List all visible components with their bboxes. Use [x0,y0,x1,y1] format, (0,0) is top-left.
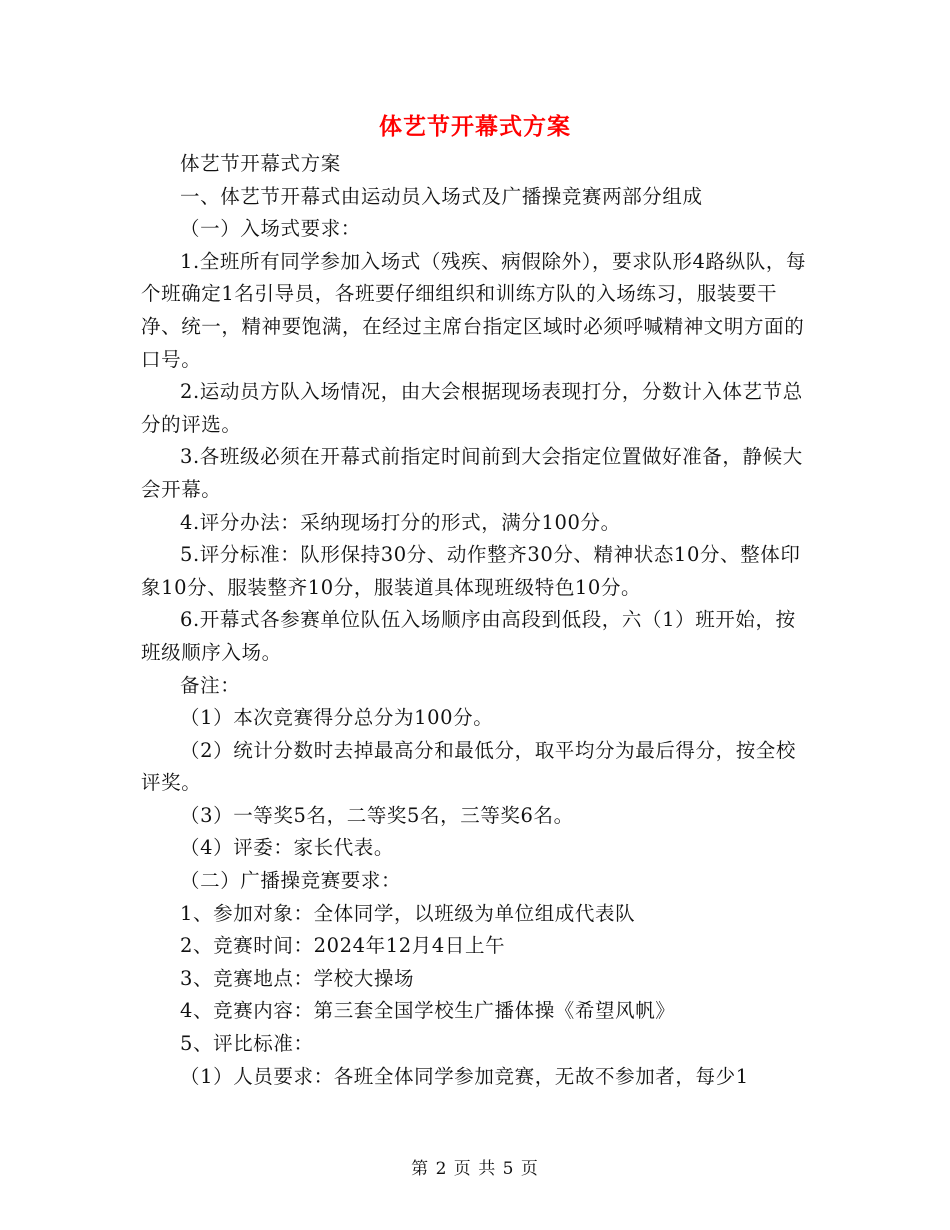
page-footer: 第 2 页 共 5 页 [411,1159,539,1179]
paragraph-exercise-2: 2、竞赛时间：2024年12月4日上午 [180,934,506,958]
document-title: 体艺节开幕式方案 [379,113,571,140]
paragraph-remark-3: （3）一等奖5名，二等奖5名，三等奖6名。 [180,803,574,827]
paragraph-exercise-1: 1、参加对象：全体同学，以班级为单位组成代表队 [180,901,636,925]
paragraph-exercise-4: 4、竞赛内容：第三套全国学校生广播体操《希望风帆》 [180,999,676,1023]
paragraph-subtitle: 体艺节开幕式方案 [180,152,341,175]
paragraph-remarks-heading: 备注： [180,673,241,697]
paragraph-exercise-5: 5、评比标准： [180,1032,314,1056]
paragraph-exercise-5-1: （1）人员要求：各班全体同学参加竞赛，无故不参加者，每少1 [180,1064,749,1088]
paragraph-item-3: 3.各班级必须在开幕式前指定时间前到大会指定位置做好准备，静候大会开幕。 [141,445,803,501]
paragraph-item-4: 4.评分办法：采纳现场打分的形式，满分100分。 [180,510,621,534]
document-body [141,148,811,1093]
paragraph-item-2: 2.运动员方队入场情况，由大会根据现场表现打分，分数计入体艺节总分的评选。 [141,380,803,436]
paragraph-item-6: 6.开幕式各参赛单位队伍入场顺序由高段到低段，六（1）班开始，按班级顺序入场。 [141,608,796,664]
paragraph-remark-4: （4）评委：家长代表。 [180,836,395,860]
paragraph-section-1: 一、体艺节开幕式由运动员入场式及广播操竞赛两部分组成 [180,184,703,208]
paragraph-subsection-1: （一）入场式要求： [180,217,361,241]
paragraph-item-5: 5.评分标准：队形保持30分、动作整齐30分、精神状态10分、整体印象10分、服装整齐10分，服装道具体现班级特色10分。 [141,543,801,599]
paragraph-remark-2: （2）统计分数时去掉最高分和最低分，取平均分为最后得分，按全校评奖。 [141,738,797,795]
paragraph-subsection-2: （二）广播操竞赛要求： [180,869,402,893]
paragraph-item-1: 1.全班所有同学参加入场式（残疾、病假除外），要求队形4路纵队，每个班确定1名引导员，各班要仔细组织和训练方队的入场练习，服装要干净、统一，精神要饱满，在经过主席台指定区域时必须呼喊精神文明方面的口号。 [141,249,807,371]
paragraph-exercise-3: 3、竞赛地点：学校大操场 [180,966,415,990]
paragraph-remark-1: （1）本次竞赛得分总分为100分。 [180,706,494,730]
